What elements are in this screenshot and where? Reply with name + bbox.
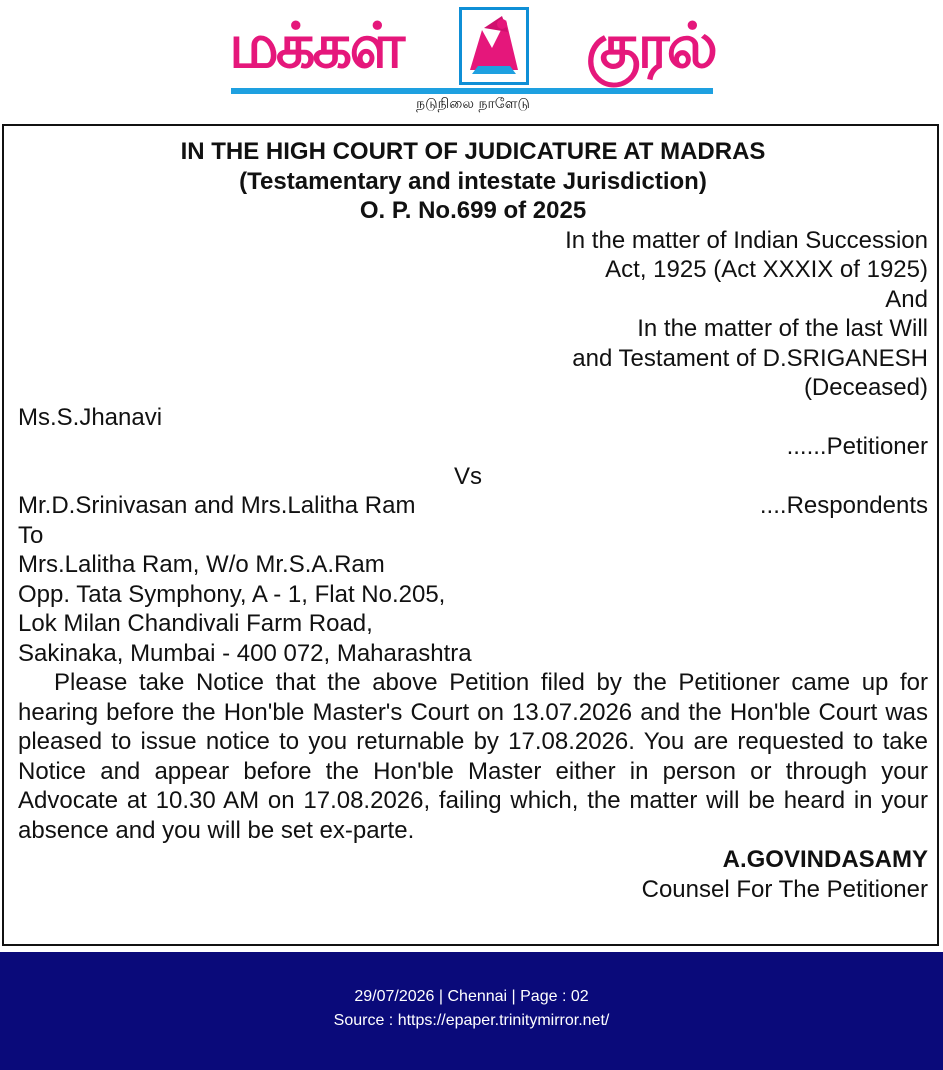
legal-notice [2, 124, 939, 946]
case-number: O. P. No.699 of 2025 [359, 197, 587, 224]
masthead-title-right: குரல் [585, 9, 715, 82]
signatory-role: Counsel For The Petitioner [641, 875, 928, 903]
masthead [0, 0, 943, 122]
respondents-name: Mr.D.Srinivasan and Mrs.Lalitha Ram [18, 492, 416, 519]
respondents-row [18, 491, 928, 521]
respondents-label: ....Respondents [759, 492, 928, 519]
masthead-emblem-icon [459, 7, 529, 85]
address-line: Sakinaka, Mumbai - 400 072, Maharashtra [18, 639, 472, 667]
address-line: Lok Milan Chandivali Farm Road, [18, 610, 373, 637]
legal-notice-content [18, 137, 928, 904]
matter-line: In the matter of Indian Succession [565, 226, 928, 254]
masthead-rule [231, 88, 713, 94]
address-line: Mrs.Lalitha Ram, W/o Mr.S.A.Ram [18, 551, 385, 578]
versus: Vs [453, 462, 482, 490]
matter-line: And [885, 285, 928, 313]
petitioner-name: Ms.S.Jhanavi [18, 403, 163, 431]
addressee-to: To [18, 521, 44, 549]
footer-edition-info: 29/07/2026 | Chennai | Page : 02 [354, 988, 589, 1005]
masthead-title-left: மக்கள் [229, 9, 403, 82]
footer [0, 952, 943, 1070]
signatory-name: A.GOVINDASAMY [722, 846, 928, 873]
matter-line: Act, 1925 (Act XXXIX of 1925) [605, 256, 928, 283]
matter-line: and Testament of D.SRIGANESH [572, 344, 928, 372]
masthead-tagline: நடுநிலை நாளேடு [416, 96, 530, 112]
petitioner-label: ......Petitioner [786, 433, 928, 460]
footer-source: Source : https://epaper.trinitymirror.net/ [333, 1012, 610, 1029]
notice-body: Please take Notice that the above Petition filed by the Petitioner came up for hearing before the Hon'ble Master's Court on 13.07.2026 and the Hon'ble Court was pleased to issue notice to you returnable by 17.08.2026. You are requested to take Notice and appear before the Hon'ble Master either in person or through your Advocate at 10.30 AM on 17.08.2026, failing which, the matter will be heard in your absence and you will be set ex-parte. [18, 669, 928, 844]
matter-line: In the matter of the last Will [637, 315, 928, 342]
matter-line: (Deceased) [803, 374, 928, 401]
jurisdiction: (Testamentary and intestate Jurisdiction) [239, 167, 707, 195]
court-name: IN THE HIGH COURT OF JUDICATURE AT MADRAS [180, 138, 766, 165]
address-line: Opp. Tata Symphony, A - 1, Flat No.205, [18, 580, 446, 608]
masthead-logo [229, 4, 715, 88]
